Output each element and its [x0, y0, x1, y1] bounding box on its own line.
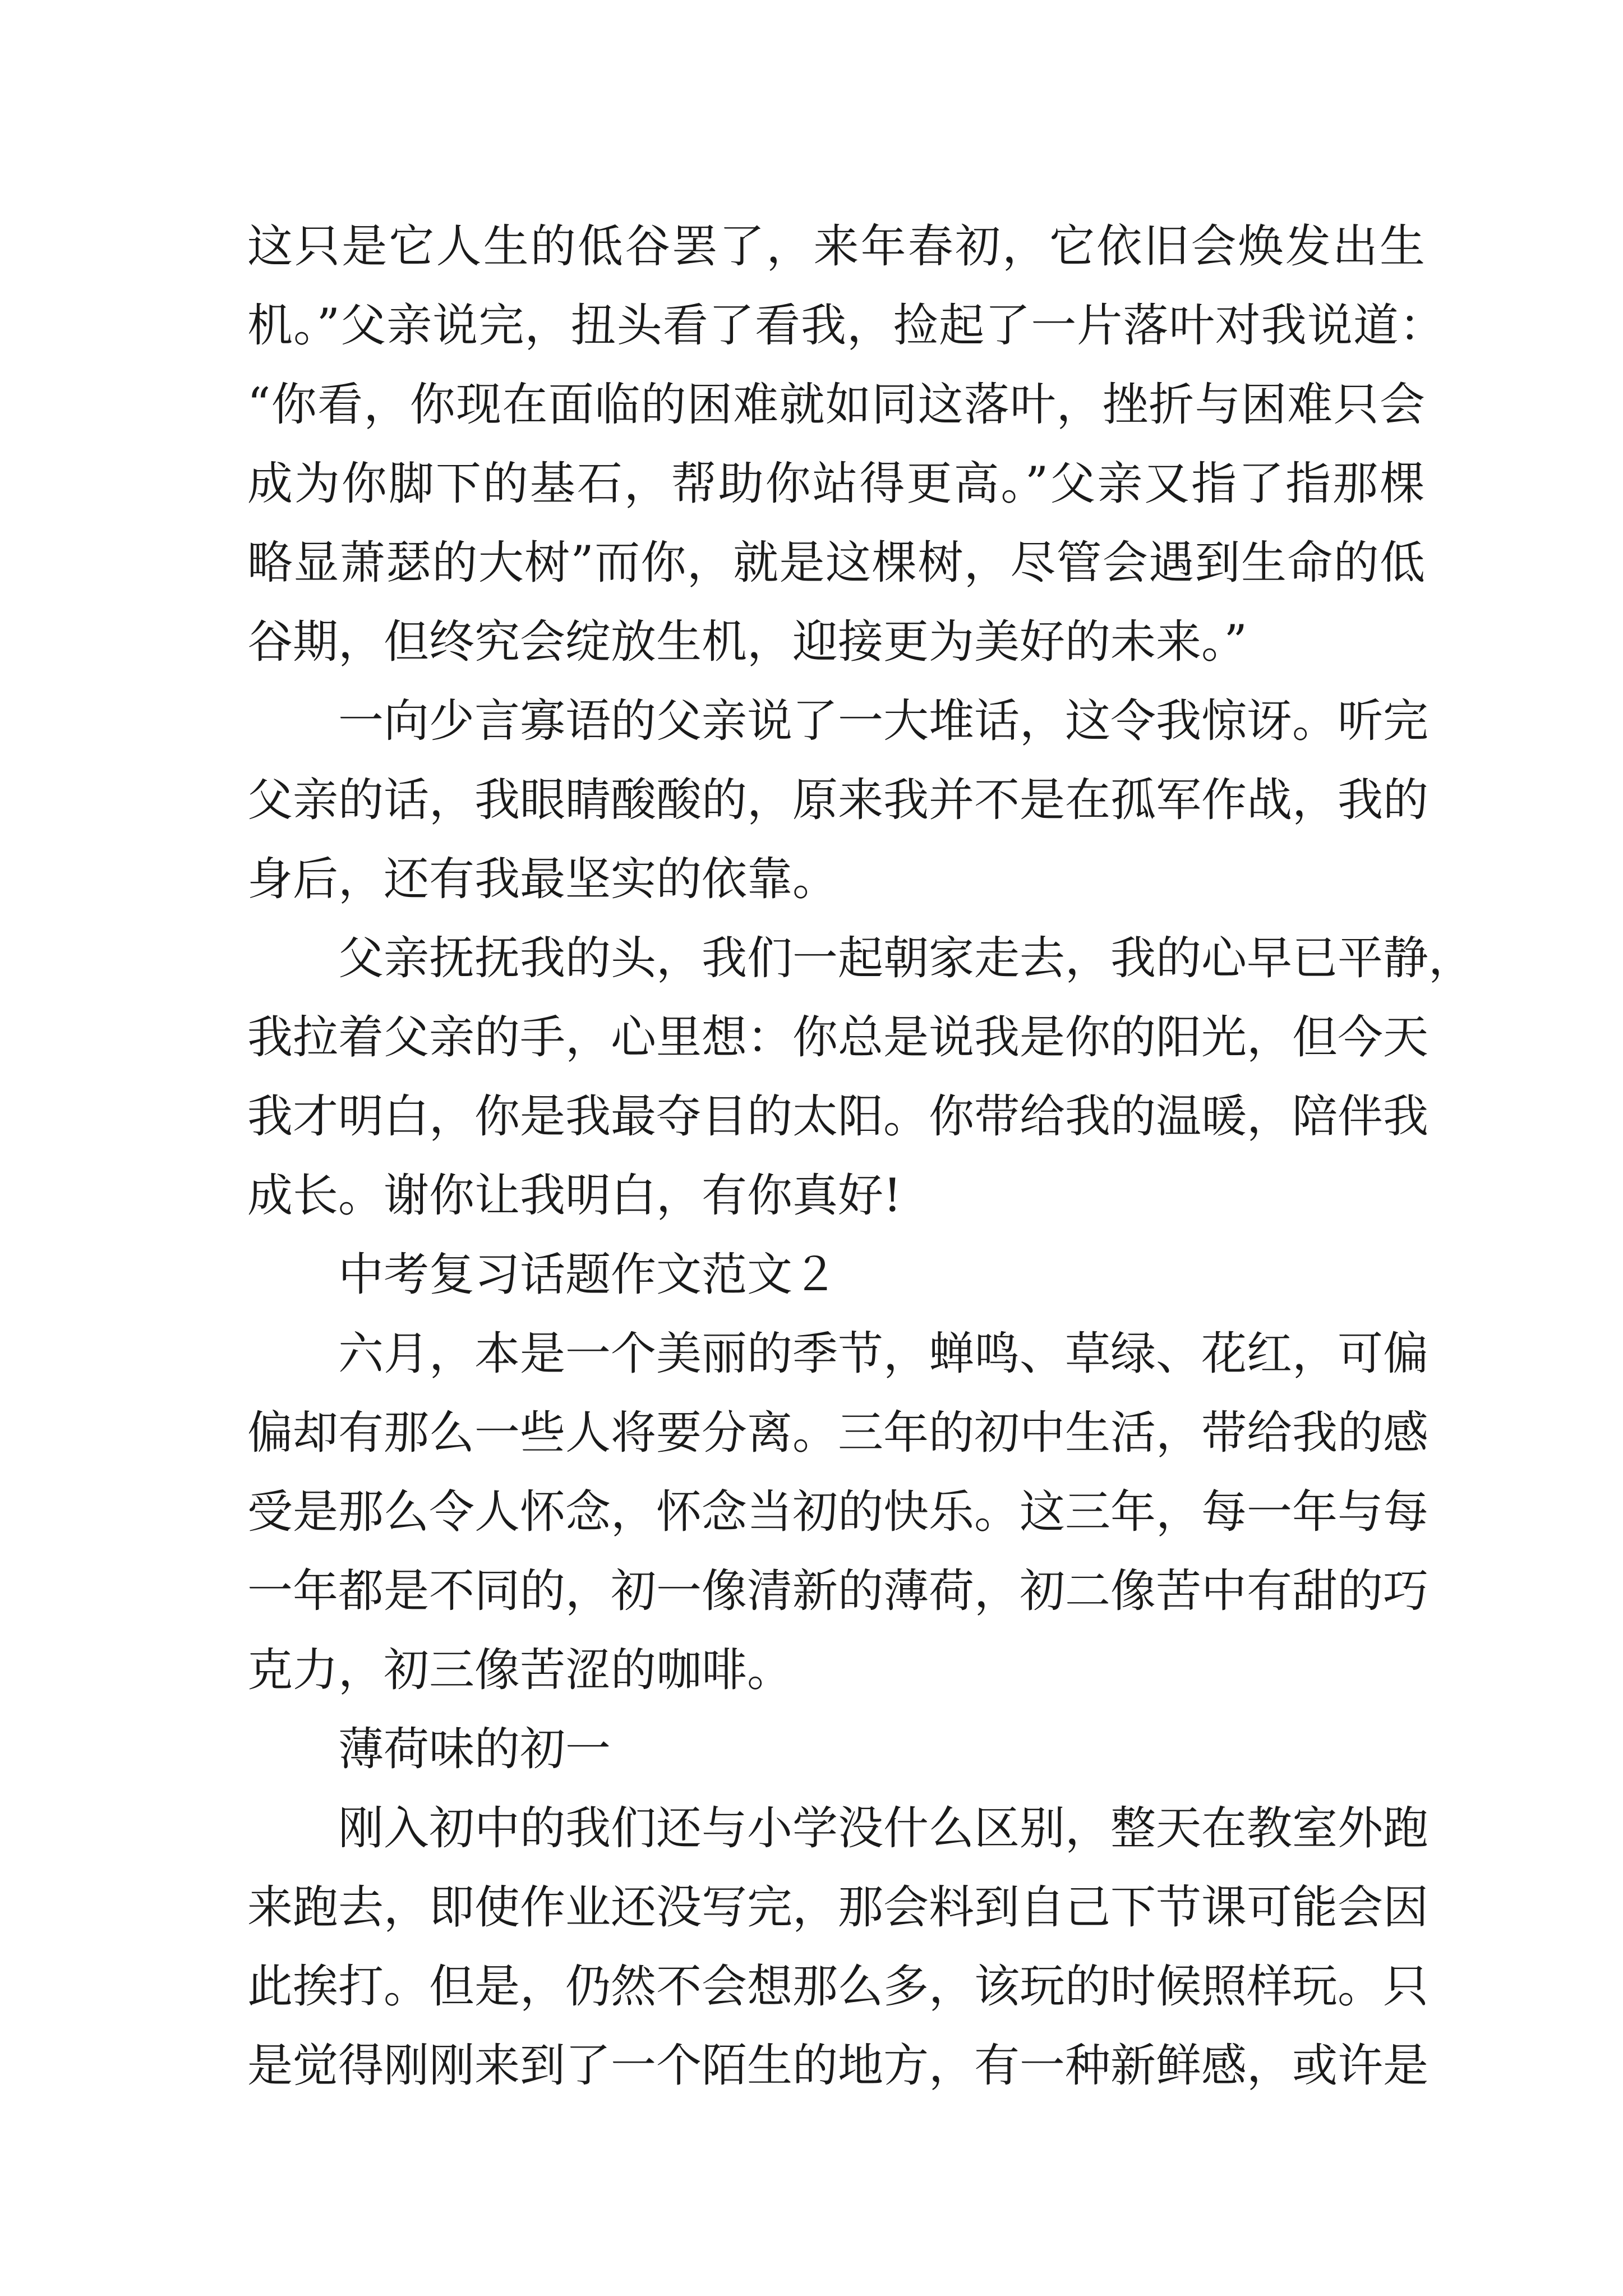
text-line-15: 六月，本是一个美丽的季节，蝉鸣、草绿、花红，可偏	[338, 1328, 1429, 1381]
text-line-19: 克力，初三像苦涩的咖啡。	[247, 1644, 793, 1697]
text-line-5: 略显萧瑟的大树”而你，就是这棵树，尽管会遇到生命的低	[247, 537, 1425, 590]
text-line-11: 我拉着父亲的手，心里想：你总是说我是你的阳光，但今天	[247, 1011, 1429, 1064]
text-line-16: 偏却有那么一些人将要分离。三年的初中生活，带给我的感	[247, 1407, 1429, 1460]
text-line-23: 此挨打。但是，仍然不会想那么多，该玩的时候照样玩。只	[247, 1961, 1429, 2013]
text-line-10: 父亲抚抚我的头，我们一起朝家走去，我的心早已平静，	[338, 932, 1474, 985]
text-line-1: 这只是它人生的低谷罢了，来年春初，它依旧会焕发出生	[247, 220, 1425, 273]
text-line-22: 来跑去，即使作业还没写完，那会料到自己下节课可能会因	[247, 1881, 1429, 1934]
text-line-24: 是觉得刚刚来到了一个陌生的地方，有一种新鲜感，或许是	[247, 2040, 1429, 2092]
text-line-12: 我才明白，你是我最夺目的太阳。你带给我的温暖，陪伴我	[247, 1091, 1429, 1143]
text-line-13: 成长。谢你让我明白，有你真好!	[247, 1170, 902, 1222]
text-line-4: 成为你脚下的基石，帮助你站得更高。”父亲又指了指那棵	[247, 458, 1425, 510]
text-line-18: 一年都是不同的，初一像清新的薄荷，初二像苦中有甜的巧	[247, 1565, 1429, 1618]
text-line-21: 刚入初中的我们还与小学没什么区别，整天在教室外跑	[338, 1802, 1429, 1855]
text-line-6: 谷期，但终究会绽放生机，迎接更为美好的未来。”	[247, 616, 1247, 669]
subheading-mint-first-year: 薄荷味的初一	[338, 1723, 611, 1776]
text-line-8: 父亲的话，我眼睛酸酸的，原来我并不是在孤军作战，我的	[247, 774, 1429, 827]
text-line-17: 受是那么令人怀念，怀念当初的快乐。这三年，每一年与每	[247, 1486, 1429, 1539]
text-line-3: “你看，你现在面临的困难就如同这落叶，挫折与困难只会	[247, 379, 1425, 431]
text-line-9: 身后，还有我最坚实的依靠。	[247, 853, 838, 906]
text-line-7: 一向少言寡语的父亲说了一大堆话，这令我惊讶。听完	[338, 695, 1429, 748]
text-line-2: 机。”父亲说完，扭头看了看我，捡起了一片落叶对我说道：	[247, 300, 1445, 352]
section-heading-essay-2: 中考复习话题作文范文２	[338, 1249, 838, 1301]
